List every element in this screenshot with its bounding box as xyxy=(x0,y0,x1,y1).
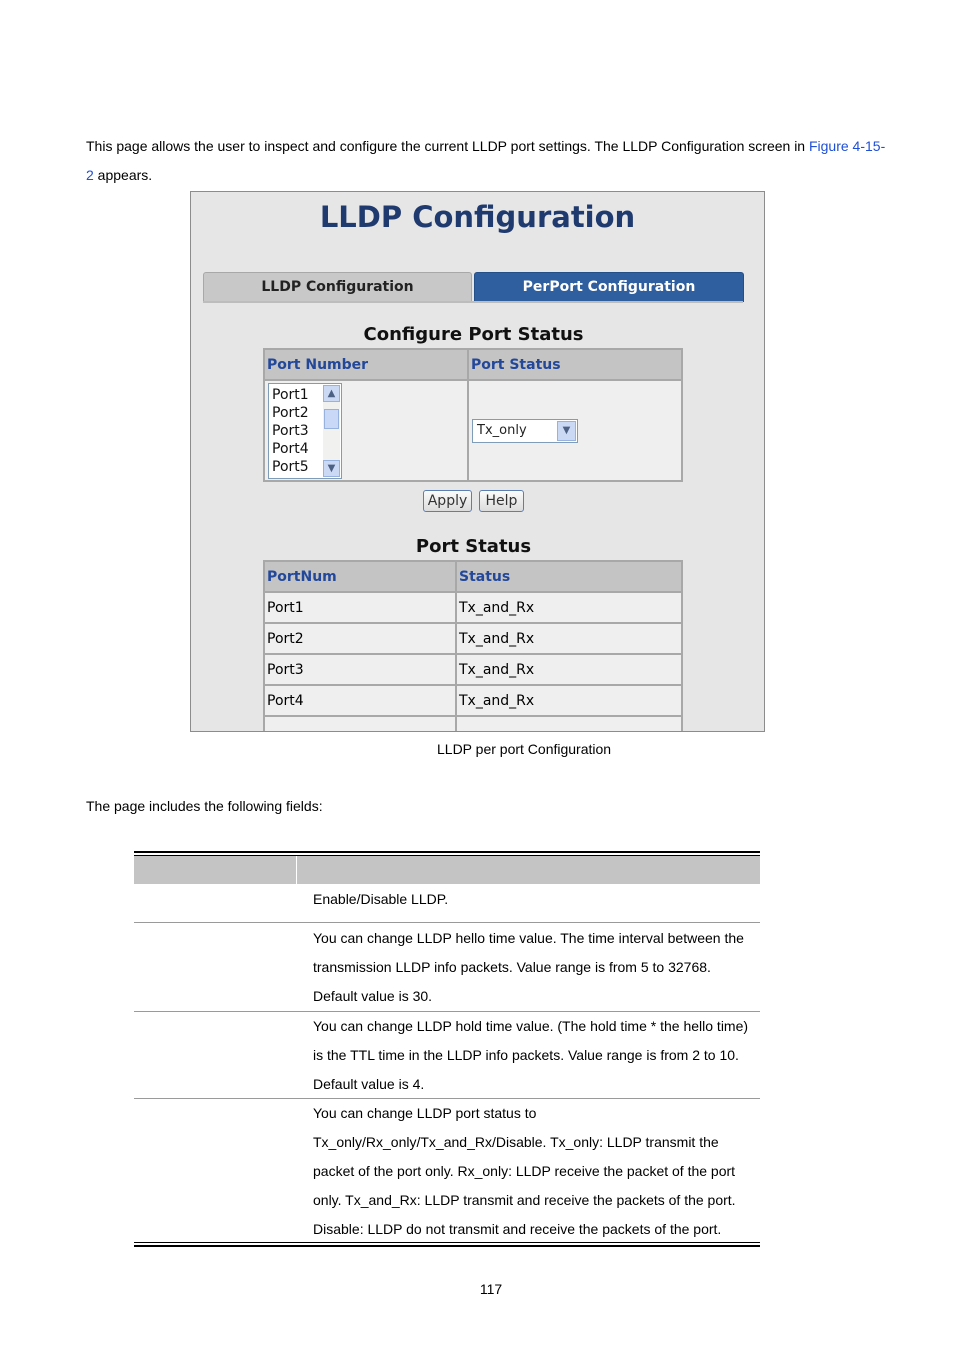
lldp-page-title: LLDP Configuration xyxy=(319,200,636,234)
cell-status: Tx_and_Rx xyxy=(456,685,682,716)
cell-status: Tx_and_Rx xyxy=(456,654,682,685)
port-list-scrollbar[interactable] xyxy=(323,385,340,477)
intro-paragraph xyxy=(86,132,886,190)
scroll-up-icon[interactable]: ▲ xyxy=(323,385,340,402)
fields-intro: The page includes the following fields: xyxy=(86,798,323,814)
port-status-select[interactable] xyxy=(472,419,578,443)
cell-portnum: Port4 xyxy=(264,685,456,716)
table-row xyxy=(264,685,682,716)
field-desc-1: Enable/Disable LLDP. xyxy=(313,891,449,907)
port-list-items xyxy=(272,386,309,476)
configure-port-status-title: Configure Port Status xyxy=(363,324,584,345)
field-desc-2: You can change LLDP hello time value. The time interval between the transmission LLDP info packets. Value range is from 5 to 32768. Default value is 30. xyxy=(313,930,744,1004)
field-desc-4: You can change LLDP port status to Tx_only/Rx_only/Tx_and_Rx/Disable. Tx_only: LLDP transmit the packet of the port only. Rx_only: LLDP receive the packet of the port only. Tx_and_Rx: LLDP transmit and receive the packets of the port. Disable: LLDP do not transmit and receive the packets of the port. xyxy=(313,1105,736,1237)
tab-lldp-configuration[interactable]: LLDP Configuration xyxy=(203,272,472,302)
table-row xyxy=(264,654,682,685)
header-status: Status xyxy=(456,561,682,592)
tab-divider xyxy=(203,301,743,303)
header-port-number: Port Number xyxy=(264,349,468,380)
header-portnum: PortNum xyxy=(264,561,456,592)
port-listbox[interactable] xyxy=(268,383,342,479)
header-port-status: Port Status xyxy=(468,349,682,380)
table-row xyxy=(264,592,682,623)
port-status-table xyxy=(263,560,683,732)
lldp-screenshot xyxy=(190,191,765,732)
intro-text-end: appears. xyxy=(93,167,153,183)
table-bottom-rule xyxy=(134,1245,760,1247)
cell-status-empty xyxy=(456,716,682,732)
list-item[interactable]: Port3 xyxy=(272,422,309,439)
list-item[interactable]: Port5 xyxy=(272,458,309,475)
cell-portnum-empty xyxy=(264,716,456,732)
port-status-title: Port Status xyxy=(415,536,532,557)
port-status-cell xyxy=(468,380,682,481)
configure-port-table xyxy=(263,348,683,482)
intro-text: This page allows the user to inspect and configure the current LLDP port settings. The LLDP Configuration screen in xyxy=(86,138,809,154)
cell-status: Tx_and_Rx xyxy=(456,623,682,654)
tab-perport-configuration[interactable]: PerPort Configuration xyxy=(474,272,744,302)
scroll-down-icon[interactable]: ▼ xyxy=(323,460,340,477)
list-item[interactable]: Port4 xyxy=(272,440,309,457)
fields-table-header xyxy=(134,856,760,884)
header-divider xyxy=(296,856,297,884)
scroll-thumb[interactable] xyxy=(324,409,339,429)
apply-button[interactable]: Apply xyxy=(423,490,472,512)
figure-link[interactable]: Figure 4-15-2 xyxy=(86,138,886,183)
table-row-partial xyxy=(264,716,682,732)
port-list-cell xyxy=(264,380,468,481)
row-divider xyxy=(134,922,760,923)
list-item[interactable]: Port1 xyxy=(272,386,309,403)
cell-portnum: Port3 xyxy=(264,654,456,685)
table-top-rule xyxy=(134,851,760,853)
page-number: 117 xyxy=(479,1281,503,1297)
port-status-value: Tx_only xyxy=(477,422,527,438)
cell-portnum: Port2 xyxy=(264,623,456,654)
table-bottom-rule-thin xyxy=(134,1242,760,1243)
cell-portnum: Port1 xyxy=(264,592,456,623)
list-item[interactable]: Port2 xyxy=(272,404,309,421)
table-row xyxy=(264,623,682,654)
figure-caption: LLDP per port Configuration xyxy=(437,741,612,757)
chevron-down-icon[interactable]: ▼ xyxy=(557,421,576,441)
field-desc-3: You can change LLDP hold time value. (The hold time * the hello time) is the TTL time in the LLDP info packets. Value range is from 2 to 10. Default value is 4. xyxy=(313,1018,749,1092)
cell-status: Tx_and_Rx xyxy=(456,592,682,623)
help-button[interactable]: Help xyxy=(479,490,524,512)
